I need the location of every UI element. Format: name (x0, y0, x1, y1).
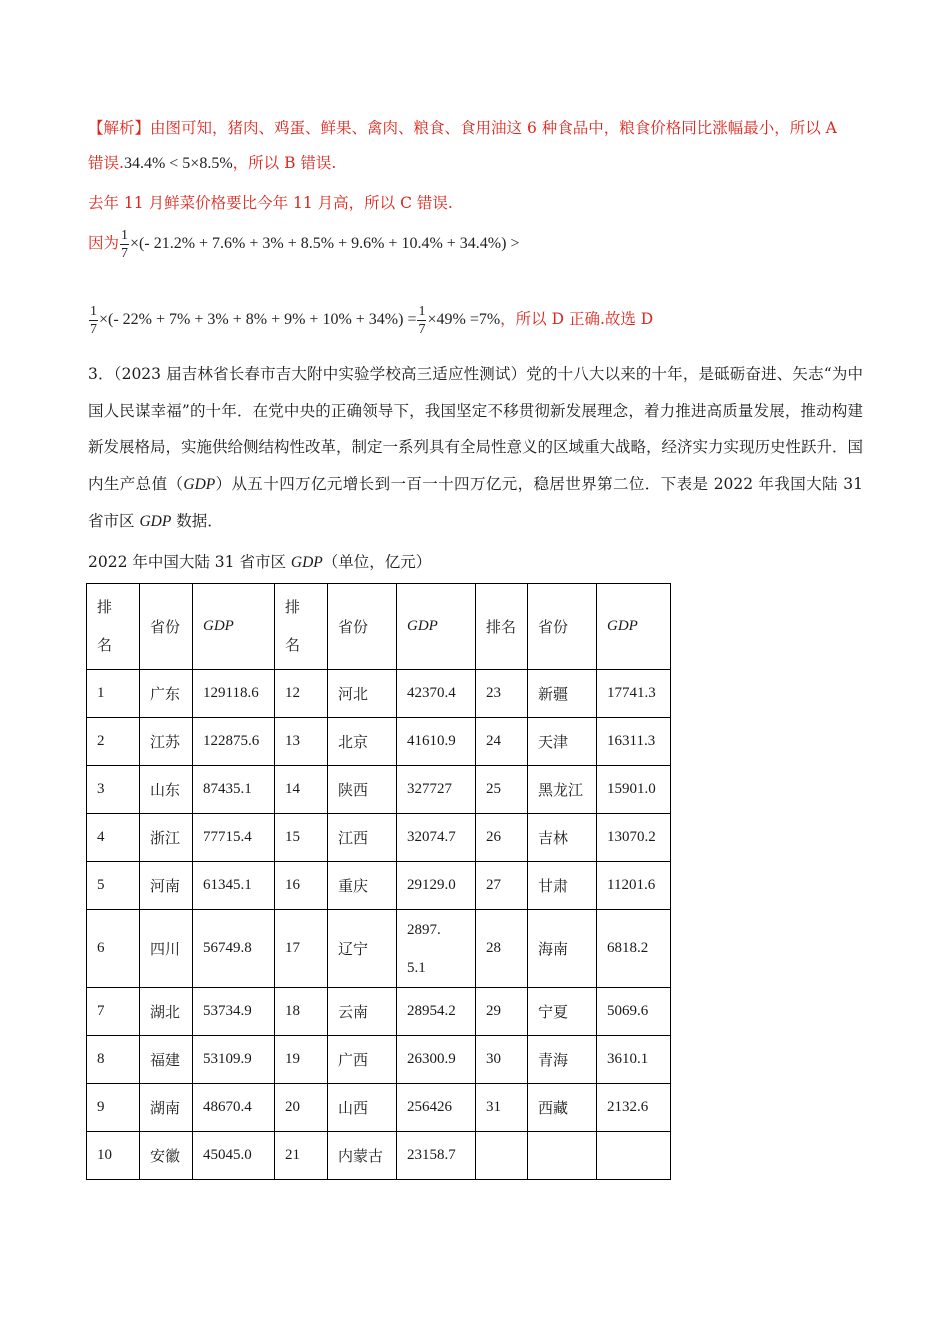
cell-rank: 13 (275, 718, 328, 766)
analysis-tag: 【解析】 (88, 119, 151, 137)
cell-gdp: 16311.3 (597, 718, 671, 766)
cell-rank: 2 (87, 718, 140, 766)
header-gdp: GDP (193, 584, 275, 670)
table-row (87, 1084, 671, 1132)
cell-rank: 21 (275, 1132, 328, 1180)
cell-gdp: 48670.4 (193, 1084, 275, 1132)
cell-rank: 19 (275, 1036, 328, 1084)
cell-rank: 29 (476, 988, 528, 1036)
cell-rank: 1 (87, 670, 140, 718)
cell-gdp: 32074.7 (397, 814, 476, 862)
cell-gdp: 77715.4 (193, 814, 275, 862)
cell-rank: 25 (476, 766, 528, 814)
cell-province: 河南 (140, 862, 193, 910)
sum-formula-1: ×(- 21.2% + 7.6% + 3% + 8.5% + 9.6% + 10.4% + 34.4%) > (130, 235, 520, 252)
cell-rank: 24 (476, 718, 528, 766)
cell-province: 内蒙古 (328, 1132, 397, 1180)
cell-rank: 30 (476, 1036, 528, 1084)
header-rank: 排 名 (275, 584, 328, 670)
cell-rank: 23 (476, 670, 528, 718)
cell-gdp: 5069.6 (597, 988, 671, 1036)
analysis-line-3: 去年 11 月鲜菜价格要比今年 11 月高，所以 C 错误. (88, 194, 453, 212)
header-gdp: GDP (597, 584, 671, 670)
cell-province: 四川 (140, 910, 193, 988)
cell-province: 福建 (140, 1036, 193, 1084)
table-row (87, 910, 671, 988)
cell-province: 广西 (328, 1036, 397, 1084)
cell-gdp: 3610.1 (597, 1036, 671, 1084)
cell-gdp (597, 1132, 671, 1180)
table-row (87, 670, 671, 718)
header-province: 省份 (528, 584, 597, 670)
header-gdp: GDP (397, 584, 476, 670)
cell-province: 山西 (328, 1084, 397, 1132)
analysis-line-5: $\frac{1}{7}$ ×(- 22% + 7% + 3% + 8% + 9% + 10% + 34%) = $\frac{1}{7}$ ×49% =7%，所以 D 正确.故选 D (90, 303, 654, 337)
cell-province: 安徽 (140, 1132, 193, 1180)
cell-gdp: 29129.0 (397, 862, 476, 910)
cell-gdp: 2132.6 (597, 1084, 671, 1132)
cell-province (528, 1132, 597, 1180)
cell-gdp: 41610.9 (397, 718, 476, 766)
inequality-formula: 34.4% < 5×8.5% (123, 155, 233, 172)
cell-gdp: 129118.6 (193, 670, 275, 718)
cell-gdp: 17741.3 (597, 670, 671, 718)
cell-gdp: 11201.6 (597, 862, 671, 910)
table-caption: 2022 年中国大陆 31 省市区 GDP（单位，亿元） (88, 553, 432, 571)
cell-rank: 10 (87, 1132, 140, 1180)
cell-province: 宁夏 (528, 988, 597, 1036)
cell-province: 黑龙江 (528, 766, 597, 814)
cell-rank: 18 (275, 988, 328, 1036)
table-row (87, 1132, 671, 1180)
cell-rank: 9 (87, 1084, 140, 1132)
cell-rank: 12 (275, 670, 328, 718)
cell-gdp: 13070.2 (597, 814, 671, 862)
cell-rank: 16 (275, 862, 328, 910)
cell-province: 云南 (328, 988, 397, 1036)
cell-rank: 31 (476, 1084, 528, 1132)
cell-province: 江西 (328, 814, 397, 862)
cell-rank: 28 (476, 910, 528, 988)
cell-rank: 5 (87, 862, 140, 910)
cell-gdp: 256426 (397, 1084, 476, 1132)
table-row (87, 718, 671, 766)
sum-formula-2: ×(- 22% + 7% + 3% + 8% + 9% + 10% + 34%) = (99, 311, 417, 328)
header-province: 省份 (140, 584, 193, 670)
cell-province: 海南 (528, 910, 597, 988)
cell-rank: 20 (275, 1084, 328, 1132)
cell-province: 湖南 (140, 1084, 193, 1132)
cell-rank: 8 (87, 1036, 140, 1084)
cell-gdp: 53734.9 (193, 988, 275, 1036)
cell-province: 西藏 (528, 1084, 597, 1132)
cell-province: 江苏 (140, 718, 193, 766)
cell-province: 广东 (140, 670, 193, 718)
cell-gdp: 61345.1 (193, 862, 275, 910)
table-row (87, 814, 671, 862)
fraction-one-seventh: $\frac{1}{7}$ (90, 303, 97, 337)
cell-gdp: 53109.9 (193, 1036, 275, 1084)
cell-gdp: 42370.4 (397, 670, 476, 718)
cell-province: 甘肃 (528, 862, 597, 910)
cell-rank: 4 (87, 814, 140, 862)
cell-province: 陕西 (328, 766, 397, 814)
cell-province: 吉林 (528, 814, 597, 862)
cell-gdp: 26300.9 (397, 1036, 476, 1084)
cell-province: 河北 (328, 670, 397, 718)
analysis-line-1: 【解析】由图可知，猪肉、鸡蛋、鲜果、禽肉、粮食、食用油这 6 种食品中，粮食价格同比涨幅最小，所以 A (88, 119, 837, 137)
cell-gdp: 23158.7 (397, 1132, 476, 1180)
table-row (87, 1036, 671, 1084)
cell-province: 天津 (528, 718, 597, 766)
cell-rank (476, 1132, 528, 1180)
cell-province: 辽宁 (328, 910, 397, 988)
cell-rank: 14 (275, 766, 328, 814)
header-rank: 排 名 (87, 584, 140, 670)
cell-province: 重庆 (328, 862, 397, 910)
header-rank: 排名 (476, 584, 528, 670)
cell-gdp: 6818.2 (597, 910, 671, 988)
cell-gdp: 28954.2 (397, 988, 476, 1036)
cell-rank: 17 (275, 910, 328, 988)
table-row (87, 766, 671, 814)
cell-rank: 26 (476, 814, 528, 862)
gdp-table (86, 583, 671, 1180)
fraction-one-seventh: $\frac{1}{7}$ (418, 303, 426, 337)
analysis-line-4: 因为 $\frac{1}{7}$ ×(- 21.2% + 7.6% + 3% + 8.5% + 9.6% + 10.4% + 34.4%) > (88, 227, 520, 261)
cell-gdp: 122875.6 (193, 718, 275, 766)
cell-gdp: 56749.8 (193, 910, 275, 988)
cell-rank: 6 (87, 910, 140, 988)
cell-province: 浙江 (140, 814, 193, 862)
cell-gdp: 87435.1 (193, 766, 275, 814)
cell-gdp: 327727 (397, 766, 476, 814)
table-row (87, 988, 671, 1036)
cell-gdp: 15901.0 (597, 766, 671, 814)
fraction-one-seventh: $\frac{1}{7}$ (121, 227, 129, 261)
cell-gdp: 45045.0 (193, 1132, 275, 1180)
result-formula: ×49% =7% (427, 311, 501, 328)
analysis-line-2: 错误.34.4% < 5×8.5%，所以 B 错误. (88, 154, 337, 172)
cell-rank: 27 (476, 862, 528, 910)
cell-rank: 15 (275, 814, 328, 862)
table-header-row (87, 584, 671, 670)
header-province: 省份 (328, 584, 397, 670)
question-paragraph: 3．（2023 届吉林省长春市吉大附中实验学校高三适应性测试）党的十八大以来的十年，是砥砺奋进、矢志“为中国人民谋幸福”的十年．在党中央的正确领导下，我国坚定不移贯彻新发展理念，着力推进高质量发展，推动构建新发展格局，实施供给侧结构性改革，制定一系列具有全局性意义的区域重大战略，经济实力实现历史性跃升．国内生产总值（GDP）从五十四万亿元增长到一百一十四万亿元，稳居世界第二位．下表是 2022 年我国大陆 31 省市区 GDP 数据． (88, 365, 864, 530)
cell-gdp: 2897.5.1 (397, 910, 476, 988)
table-row (87, 862, 671, 910)
cell-province: 新疆 (528, 670, 597, 718)
cell-rank: 3 (87, 766, 140, 814)
cell-rank: 7 (87, 988, 140, 1036)
cell-province: 青海 (528, 1036, 597, 1084)
cell-province: 山东 (140, 766, 193, 814)
cell-province: 北京 (328, 718, 397, 766)
cell-province: 湖北 (140, 988, 193, 1036)
